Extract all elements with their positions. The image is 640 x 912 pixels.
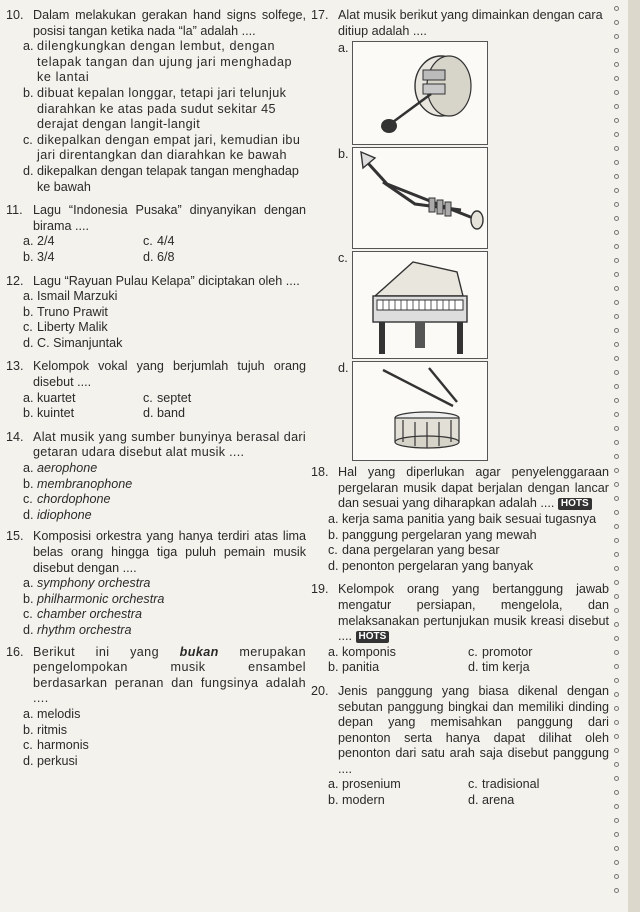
option-text: idiophone (37, 507, 92, 522)
binder-hole (614, 510, 619, 515)
question-number: 11. (6, 203, 23, 218)
question-number: 10. (6, 8, 24, 22)
binder-hole (614, 888, 619, 893)
option-letter: b. (328, 527, 339, 542)
question-text: Alat musik yang sumber bunyinya berasal dari getaran udara disebut alat musik .... (33, 429, 306, 460)
option-text: band (157, 406, 186, 421)
option-text: kerja sama panitia yang baik sesuai tugasnya (342, 511, 597, 526)
option-letter: b. (23, 406, 34, 421)
question-text: Dalam melakukan gerakan hand signs solfege, posisi tangan ketika nada “la” adalah .... (33, 8, 306, 38)
option-b[interactable] (338, 147, 609, 249)
binder-hole (614, 286, 619, 291)
option-text: Ismail Marzuki (37, 289, 118, 304)
binder-hole (614, 496, 619, 501)
question-text: Komposisi orkestra yang hanya terdiri atas lima belas orang hingga tiga puluh pemain musik disebut dengan .... (33, 529, 306, 575)
binder-hole (614, 118, 619, 123)
question-18 (311, 465, 609, 574)
option-text: chordophone (37, 492, 111, 507)
binder-hole (614, 370, 619, 375)
option-b[interactable] (328, 660, 468, 676)
binder-hole (614, 314, 619, 319)
option-text: 4/4 (157, 234, 175, 249)
question-12 (6, 274, 306, 352)
option-b[interactable] (328, 793, 468, 809)
option-d[interactable] (338, 361, 609, 461)
option-text: kuartet (37, 390, 76, 405)
option-letter: a. (328, 777, 339, 792)
option-a[interactable] (6, 39, 306, 86)
binder-hole (614, 48, 619, 53)
option-c[interactable] (143, 234, 263, 250)
binder-hole (614, 622, 619, 627)
option-letter: d. (468, 660, 479, 675)
binder-hole (614, 174, 619, 179)
option-a[interactable] (328, 777, 468, 793)
binder-hole (614, 244, 619, 249)
option-letter: c. (338, 251, 348, 266)
question-text: Kelompok vokal yang berjumlah tujuh orang disebut .... (33, 359, 306, 390)
option-text: septet (157, 390, 192, 405)
binder-hole (614, 412, 619, 417)
option-letter: a. (338, 41, 349, 56)
question-number: 14. (6, 429, 24, 444)
option-c[interactable] (143, 391, 263, 407)
option-letter: d. (23, 163, 34, 178)
question-text: Jenis panggung yang biasa dikenal dengan sebutan panggung bingkai dan memiliki dinding depan yang memisahkan panggung dari penonton serta hanya dapat dilihat oleh penonton dari satu arah saja disebut panggung .... (338, 683, 609, 776)
option-a[interactable] (338, 41, 609, 145)
option-letter: b. (328, 660, 339, 675)
binder-hole (614, 846, 619, 851)
question-text (33, 645, 306, 707)
option-letter: c. (23, 607, 33, 622)
option-b[interactable] (6, 723, 306, 739)
question-13 (6, 359, 306, 421)
question-text: Alat musik berikut yang dimainkan dengan cara ditiup adalah .... (338, 8, 603, 38)
question-text (338, 582, 609, 644)
question-emphasis: bukan (179, 644, 219, 659)
option-b[interactable] (23, 250, 143, 266)
option-c[interactable] (468, 645, 588, 661)
option-a[interactable] (328, 645, 468, 661)
option-text: arena (482, 793, 515, 808)
question-14 (6, 430, 306, 524)
option-text: dikepalkan dengan telapak tangan menghadap ke bawah (37, 163, 299, 194)
option-text: C. Simanjuntak (37, 335, 123, 350)
binder-hole (614, 90, 619, 95)
option-letter: c. (468, 777, 478, 792)
binder-hole (614, 272, 619, 277)
question-19 (311, 582, 609, 676)
option-letter: c. (143, 234, 153, 249)
option-letter: c. (23, 132, 33, 147)
binder-hole (614, 776, 619, 781)
grand-piano-image (352, 251, 488, 359)
option-a[interactable] (311, 512, 609, 528)
binder-hole (614, 6, 619, 11)
right-column (311, 8, 609, 814)
binder-hole (614, 804, 619, 809)
binder-hole (614, 664, 619, 669)
binder-hole (614, 258, 619, 263)
option-c[interactable] (311, 543, 609, 559)
question-number: 17. (311, 8, 329, 22)
option-letter: d. (143, 249, 154, 264)
binder-hole (614, 216, 619, 221)
option-letter: c. (23, 492, 33, 507)
drum-with-mallet-image (352, 41, 488, 145)
binder-hole (614, 650, 619, 655)
binder-hole (614, 608, 619, 613)
question-number: 12. (6, 273, 24, 288)
option-letter: a. (23, 39, 34, 54)
binder-hole (614, 328, 619, 333)
option-d[interactable] (6, 623, 306, 639)
option-text: symphony orchestra (37, 576, 151, 591)
binder-hole (614, 832, 619, 837)
option-d[interactable] (143, 406, 263, 422)
binder-hole (614, 384, 619, 389)
binder-hole (614, 524, 619, 529)
option-letter: d. (23, 622, 34, 637)
option-text: 3/4 (37, 249, 55, 264)
binder-hole (614, 300, 619, 305)
binder-holes (614, 0, 624, 912)
binder-hole (614, 398, 619, 403)
binder-hole (614, 104, 619, 109)
option-letter: a. (23, 576, 34, 591)
option-letter: c. (143, 390, 153, 405)
option-letter: d. (23, 753, 34, 768)
option-text: chamber orchestra (37, 607, 142, 622)
binder-hole (614, 566, 619, 571)
binder-hole (614, 790, 619, 795)
option-letter: a. (23, 289, 34, 304)
option-text: promotor (482, 644, 533, 659)
question-11 (6, 203, 306, 265)
option-text: dilengkungkan dengan lembut, dengan telapak tangan dan ujung jari menghadap ke lantai (37, 39, 293, 85)
option-text: harmonis (37, 738, 89, 753)
option-c[interactable] (6, 738, 306, 754)
option-letter: c. (468, 644, 478, 659)
binder-hole (614, 860, 619, 865)
option-text: dikepalkan dengan empat jari, kemudian ibu jari direntangkan dan diarahkan ke bawah (37, 132, 301, 163)
binder-hole (614, 230, 619, 235)
option-a[interactable] (6, 707, 306, 723)
question-text-part: Berikut ini yang (33, 644, 180, 659)
binder-hole (614, 678, 619, 683)
binder-hole (614, 482, 619, 487)
option-text: modern (342, 793, 385, 808)
binder-hole (614, 552, 619, 557)
option-a[interactable] (6, 461, 306, 477)
binder-hole (614, 468, 619, 473)
binder-hole (614, 874, 619, 879)
option-letter: c. (23, 738, 33, 753)
binder-hole (614, 188, 619, 193)
question-number: 20. (311, 683, 329, 698)
option-letter: d. (328, 558, 339, 573)
question-text-part: Hal yang diperlukan agar penyelenggaraan pergelaran musik dapat berjalan dengan lancar dan sesuai yang diharapkan adalah .... (338, 465, 609, 511)
binder-hole (614, 440, 619, 445)
option-d[interactable] (311, 559, 609, 575)
binder-edge (610, 0, 640, 912)
binder-hole (614, 762, 619, 767)
question-text (338, 465, 609, 512)
option-letter: d. (468, 793, 479, 808)
option-d[interactable] (6, 164, 306, 195)
question-number: 13. (6, 359, 24, 374)
option-letter: b. (23, 722, 34, 737)
option-text: Liberty Malik (37, 320, 108, 335)
option-text: Truno Prawit (37, 304, 108, 319)
question-number: 18. (311, 465, 329, 480)
option-d[interactable] (468, 660, 588, 676)
option-d[interactable] (6, 508, 306, 524)
option-b[interactable] (311, 528, 609, 544)
option-c[interactable] (338, 251, 609, 359)
option-d[interactable] (6, 336, 306, 352)
option-text: perkusi (37, 753, 78, 768)
option-a[interactable] (6, 576, 306, 592)
option-letter: d. (143, 406, 154, 421)
option-letter: a. (23, 706, 34, 721)
question-text-part: Kelompok orang yang bertanggung jawab mengatur persiapan, mengelola, dan melaksanakan pertunjukan musik kreasi disebut .... (338, 582, 609, 644)
binder-hole (614, 538, 619, 543)
option-c[interactable] (6, 607, 306, 623)
option-text: penonton pergelaran yang banyak (342, 558, 534, 573)
binder-hole (614, 692, 619, 697)
left-column (6, 8, 306, 774)
option-text: dana pergelaran yang besar (342, 543, 500, 558)
option-a[interactable] (23, 234, 143, 250)
binder-hole (614, 454, 619, 459)
question-text: Lagu “Rayuan Pulau Kelapa” diciptakan oleh .... (33, 273, 300, 288)
binder-hole (614, 818, 619, 823)
option-text: melodis (37, 706, 81, 721)
option-letter: b. (23, 85, 34, 100)
option-text: dibuat kepalan longgar, tetapi jari telunjuk diarahkan ke atas pada sudut sekitar 45 derajat dengan langit-langit (37, 85, 287, 132)
binder-hole (614, 734, 619, 739)
option-text: rhythm orchestra (37, 622, 132, 637)
question-text-part: merupakan pengelompokan musik ensambel berdasarkan peranan dan fungsinya adalah .... (33, 644, 306, 706)
option-b[interactable] (6, 477, 306, 493)
option-a[interactable] (6, 289, 306, 305)
binder-hole (614, 34, 619, 39)
option-letter: c. (23, 320, 33, 335)
option-text: ritmis (37, 722, 68, 737)
question-number: 19. (311, 582, 329, 597)
option-text: prosenium (342, 777, 401, 792)
option-text: membranophone (37, 476, 133, 491)
option-text: tradisional (482, 777, 540, 792)
option-a[interactable] (23, 391, 143, 407)
option-text: panitia (342, 660, 380, 675)
option-text: 6/8 (157, 249, 175, 264)
option-b[interactable] (6, 305, 306, 321)
question-17 (311, 8, 609, 461)
option-text: komponis (342, 644, 396, 659)
binder-hole (614, 160, 619, 165)
option-letter: d. (338, 361, 349, 376)
binder-hole (614, 720, 619, 725)
binder-hole (614, 62, 619, 67)
option-b[interactable] (6, 592, 306, 608)
binder-hole (614, 748, 619, 753)
question-16 (6, 645, 306, 770)
option-c[interactable] (468, 777, 588, 793)
option-letter: c. (328, 543, 338, 558)
option-b[interactable] (6, 86, 306, 133)
option-letter: a. (328, 644, 339, 659)
option-letter: a. (23, 390, 34, 405)
trumpet-image (352, 147, 488, 249)
binder-hole (614, 20, 619, 25)
option-letter: b. (338, 147, 349, 162)
question-number: 15. (6, 529, 24, 544)
option-text: aerophone (37, 461, 98, 476)
option-letter: a. (328, 511, 339, 526)
option-d[interactable] (468, 793, 588, 809)
option-letter: d. (23, 507, 34, 522)
option-d[interactable] (143, 250, 263, 266)
option-text: tim kerja (482, 660, 530, 675)
binder-hole (614, 706, 619, 711)
hots-badge: HOTS (558, 498, 592, 510)
binder-hole (614, 76, 619, 81)
binder-hole (614, 146, 619, 151)
option-c[interactable] (6, 133, 306, 164)
binder-hole (614, 342, 619, 347)
option-letter: d. (23, 335, 34, 350)
option-b[interactable] (23, 406, 143, 422)
option-letter: b. (23, 304, 34, 319)
option-text: 2/4 (37, 234, 55, 249)
binder-hole (614, 202, 619, 207)
question-number: 16. (6, 644, 24, 659)
option-letter: a. (23, 461, 34, 476)
binder-hole (614, 580, 619, 585)
binder-hole (614, 132, 619, 137)
option-text: panggung pergelaran yang mewah (342, 527, 537, 542)
question-10 (6, 8, 306, 195)
binder-hole (614, 594, 619, 599)
binder-hole (614, 636, 619, 641)
option-letter: a. (23, 234, 34, 249)
binder-hole (614, 426, 619, 431)
option-text: kuintet (37, 406, 75, 421)
option-c[interactable] (6, 320, 306, 336)
option-c[interactable] (6, 492, 306, 508)
question-20 (311, 684, 609, 809)
snare-drum-image (352, 361, 488, 461)
paper-edge-strip (628, 0, 640, 912)
option-letter: b. (23, 249, 34, 264)
option-letter: b. (23, 591, 34, 606)
question-text: Lagu “Indonesia Pusaka” dinyanyikan dengan birama .... (33, 203, 306, 233)
option-letter: b. (23, 476, 34, 491)
option-d[interactable] (6, 754, 306, 770)
question-15 (6, 529, 306, 638)
binder-hole (614, 356, 619, 361)
option-letter: b. (328, 793, 339, 808)
hots-badge: HOTS (356, 631, 390, 643)
option-text: philharmonic orchestra (37, 591, 165, 606)
